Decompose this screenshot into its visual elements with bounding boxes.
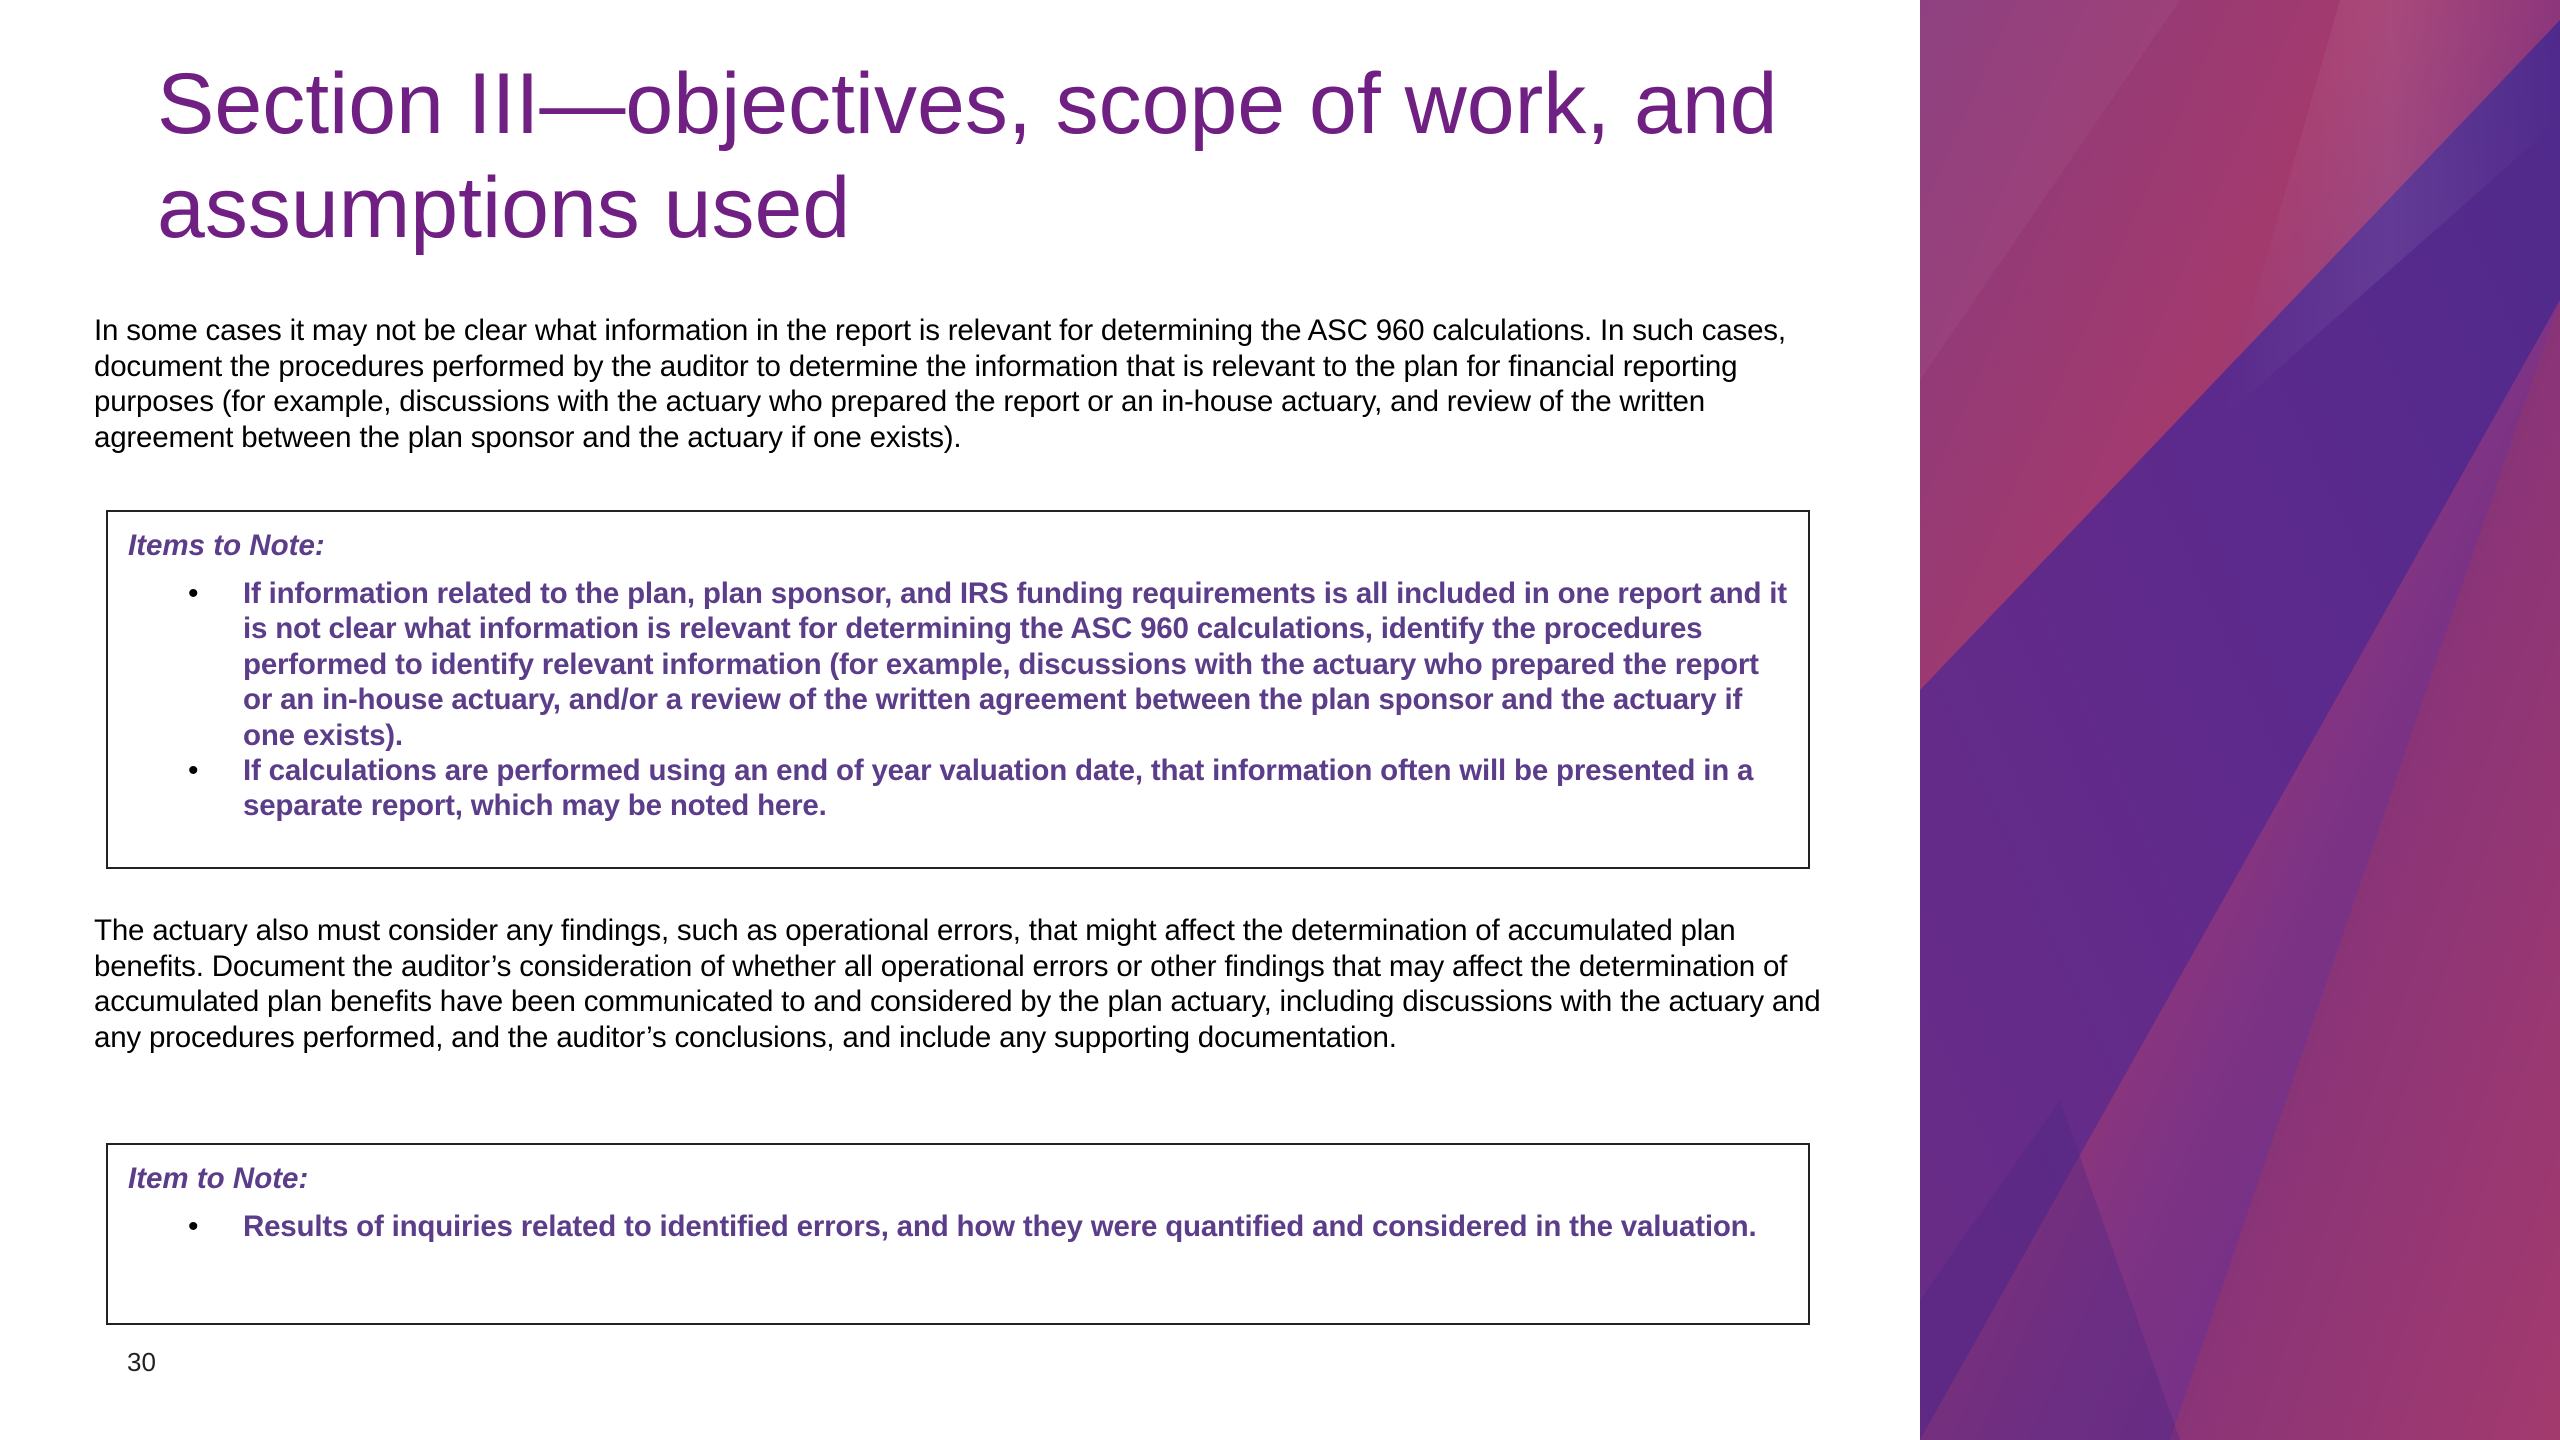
- slide-title: Section III—objectives, scope of work, and assumptions used: [157, 56, 1778, 256]
- note-item-text: If information related to the plan, plan sponsor, and IRS funding requirements is all included in one report and it is not clear what information is relevant for determining the ASC 960 calculations, identify the procedures performed to identify relevant information (for example, discussions with the actuary who prepared the report or an in-house actuary, and/or a review of the written agreement between the plan sponsor and the actuary if one exists).: [243, 577, 1787, 752]
- findings-paragraph: The actuary also must consider any findings, such as operational errors, that might affect the determination of accumulated plan benefits. Document the auditor’s consideration of whether all operational errors or other findings that may affect the determination of accumulated plan benefits have been communicated to and considered by the plan actuary, including discussions with the actuary and any procedures performed, and the auditor’s conclusions, and include any supporting documentation.: [94, 914, 1821, 1054]
- page-number: 30: [127, 1347, 156, 1377]
- bullet-icon: •: [188, 1210, 199, 1243]
- note-list-item: [108, 753, 1808, 824]
- note-list: [108, 1209, 1808, 1244]
- item-to-note-box: [106, 1143, 1810, 1325]
- decorative-shapes-graphic: [1920, 0, 2560, 1440]
- note-list-item: [108, 576, 1808, 753]
- note-item-text: If calculations are performed using an end of year valuation date, that information often will be presented in a separate report, which may be noted here.: [243, 754, 1754, 823]
- note-heading: Items to Note:: [128, 529, 325, 562]
- intro-paragraph: In some cases it may not be clear what information in the report is relevant for determining the ASC 960 calculations. In such cases, document the procedures performed by the auditor to determine the information that is relevant to the plan for financial reporting purposes (for example, discussions with the actuary who prepared the report or an in-house actuary, and review of the written agreement between the plan sponsor and the actuary if one exists).: [94, 314, 1786, 454]
- note-heading: Item to Note:: [128, 1162, 309, 1195]
- bullet-icon: •: [188, 577, 199, 610]
- items-to-note-box: [106, 510, 1810, 869]
- note-item-text: Results of inquiries related to identified errors, and how they were quantified and considered in the valuation.: [243, 1210, 1757, 1243]
- bullet-icon: •: [188, 754, 199, 788]
- note-list: [108, 576, 1808, 824]
- note-list-item: [108, 1209, 1808, 1244]
- decorative-gradient-panel: [1920, 0, 2560, 1440]
